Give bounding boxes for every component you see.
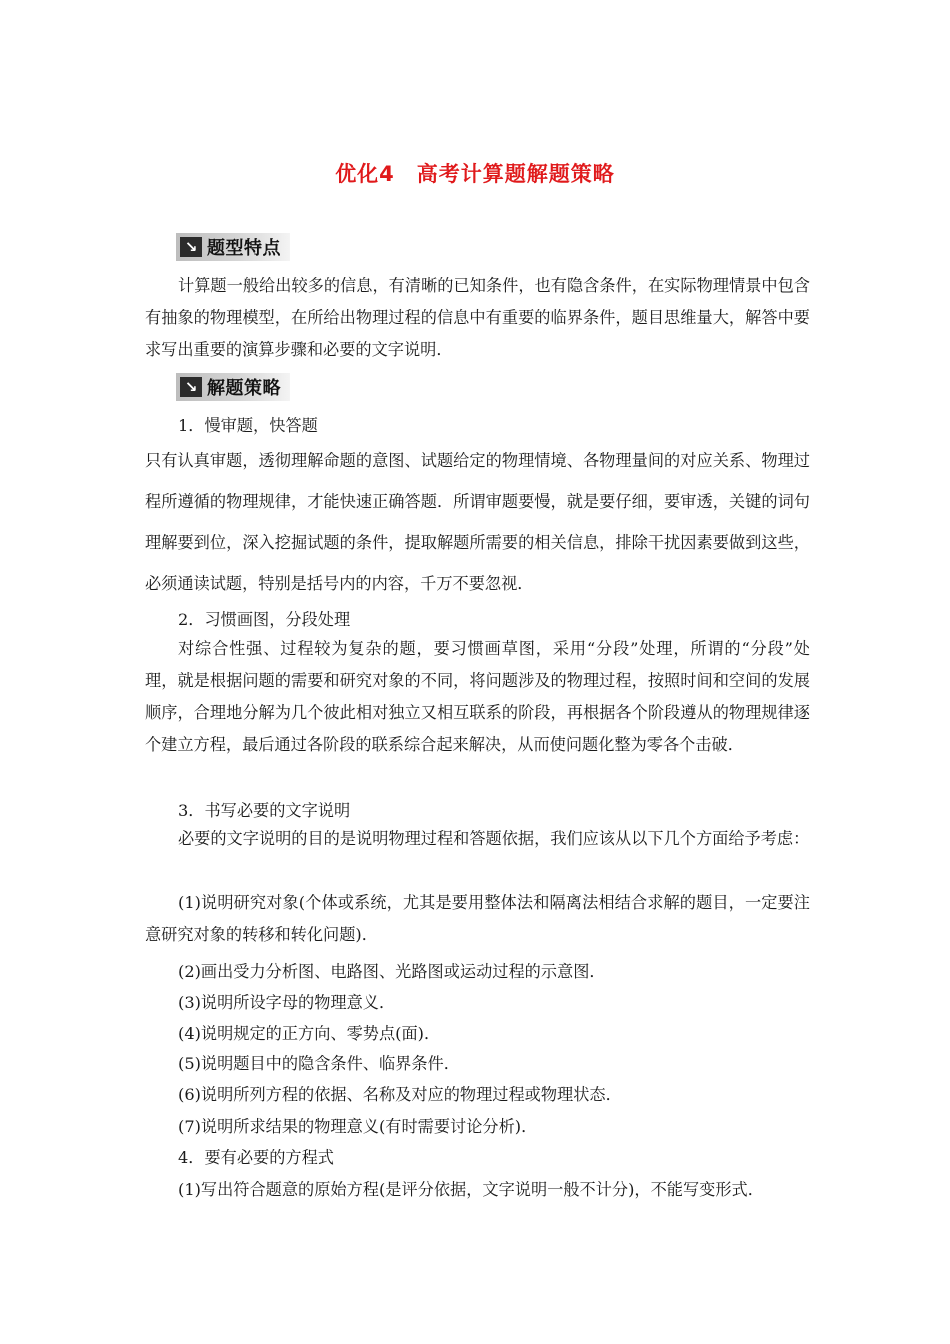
subsection-title-2: 2．习惯画图，分段处理 xyxy=(178,610,351,629)
list-item: (6)说明所列方程的依据、名称及对应的物理过程或物理状态． xyxy=(178,1085,622,1104)
list-item: (7)说明所求结果的物理意义(有时需要讨论分析)． xyxy=(178,1117,538,1136)
arrow-box-icon: ↘ xyxy=(180,237,202,257)
subsection-title-3: 3．书写必要的文字说明 xyxy=(178,801,351,820)
list-item: (3)说明所设字母的物理意义． xyxy=(178,993,396,1012)
section-header-features xyxy=(176,233,290,261)
section-heading: 题型特点 xyxy=(207,238,281,259)
features-paragraph: 计算题一般给出较多的信息，有清晰的已知条件，也有隐含条件，在实际物理情景中包含有抽象的物理模型，在所给出物理过程的信息中有重要的临界条件，题目思维量大，解答中要求写出重要的演算步骤和必要的文字说明． xyxy=(145,276,810,359)
subsection-body-3: 必要的文字说明的目的是说明物理过程和答题依据，我们应该从以下几个方面给予考虑： xyxy=(178,829,810,848)
list-item: (2)画出受力分析图、电路图、光路图或运动过程的示意图． xyxy=(178,962,606,981)
subsection-body-1: 只有认真审题，透彻理解命题的意图、试题给定的物理情境、各物理量间的对应关系、物理过程所遵循的物理规律，才能快速正确答题．所谓审题要慢，就是要仔细，要审透，关键的词句理解要到位，深入挖掘试题的条件，提取解题所需要的相关信息，排除干扰因素要做到这些，必须通读试题，特别是括号内的内容，千万不要忽视． xyxy=(145,451,810,593)
section-header-strategy xyxy=(176,373,290,401)
page-title: 优化4 高考计算题解题策略 xyxy=(335,162,615,186)
arrow-box-icon: ↘ xyxy=(180,377,202,397)
subsection-title-4: 4．要有必要的方程式 xyxy=(178,1148,334,1167)
list-item: (4)说明规定的正方向、零势点(面)． xyxy=(178,1024,441,1043)
subsection-body-2: 对综合性强、过程较为复杂的题，要习惯画草图，采用“分段”处理，所谓的“分段”处理，就是根据问题的需要和研究对象的不同，将问题涉及的物理过程，按照时间和空间的发展顺序，合理地分解为几个彼此相对独立又相互联系的阶段，再根据各个阶段遵从的物理规律逐个建立方程，最后通过各阶段的联系综合起来解决，从而使问题化整为零各个击破． xyxy=(145,639,810,754)
section-heading: 解题策略 xyxy=(207,378,281,399)
list-item: (1)说明研究对象(个体或系统，尤其是要用整体法和隔离法相结合求解的题目，一定要注意研究对象的转移和转化问题)． xyxy=(145,893,810,944)
list-item: (1)写出符合题意的原始方程(是评分依据，文字说明一般不计分)，不能写变形式． xyxy=(178,1180,764,1199)
subsection-title-1: 1．慢审题，快答题 xyxy=(178,416,318,435)
list-item: (5)说明题目中的隐含条件、临界条件． xyxy=(178,1054,460,1073)
